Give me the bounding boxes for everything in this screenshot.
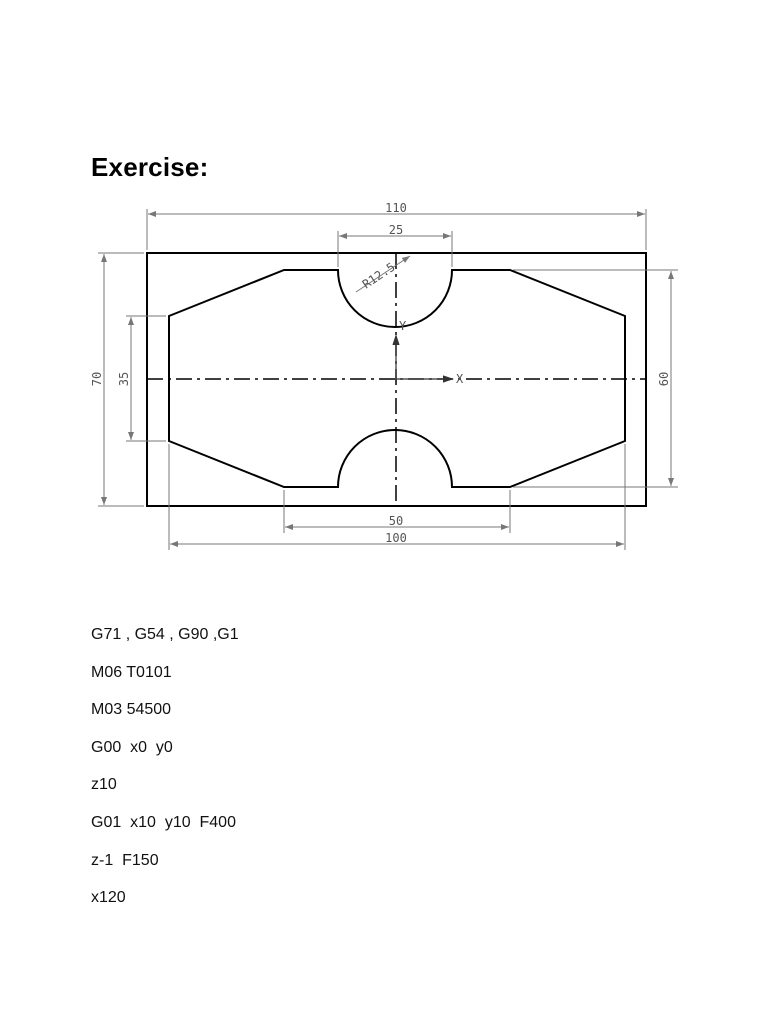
axis-arrows: [393, 336, 452, 382]
gcode-line: G01 x10 y10 F400: [91, 813, 236, 831]
page-title: Exercise:: [91, 152, 209, 182]
gcode-line: z-1 F150: [91, 851, 159, 869]
gcode-line: M06 T0101: [91, 663, 172, 681]
gcode-line: z10: [91, 776, 117, 794]
dim-overall-width-label: 110: [385, 201, 407, 215]
dim-inner-height-label: 35: [117, 371, 131, 387]
gcode-line: G71 , G54 , G90 ,G1: [91, 626, 239, 643]
technical-drawing: [0, 190, 768, 560]
gcode-line: G00 x0 y0: [91, 738, 173, 756]
dim-slot-width-label: 25: [388, 223, 404, 237]
dim-bottom-flat-label: 50: [388, 514, 404, 528]
x-axis-label: X: [456, 372, 464, 386]
gcode-listing: [91, 626, 239, 927]
y-axis-label: Y: [399, 319, 407, 333]
gcode-line: x120: [91, 889, 126, 907]
dim-right-height-label: 60: [657, 371, 671, 387]
radius-label: R12.5: [359, 259, 398, 292]
gcode-line: M03 54500: [91, 701, 172, 719]
dim-inner-width-label: 100: [385, 531, 407, 545]
dim-overall-height-label: 70: [90, 371, 104, 387]
